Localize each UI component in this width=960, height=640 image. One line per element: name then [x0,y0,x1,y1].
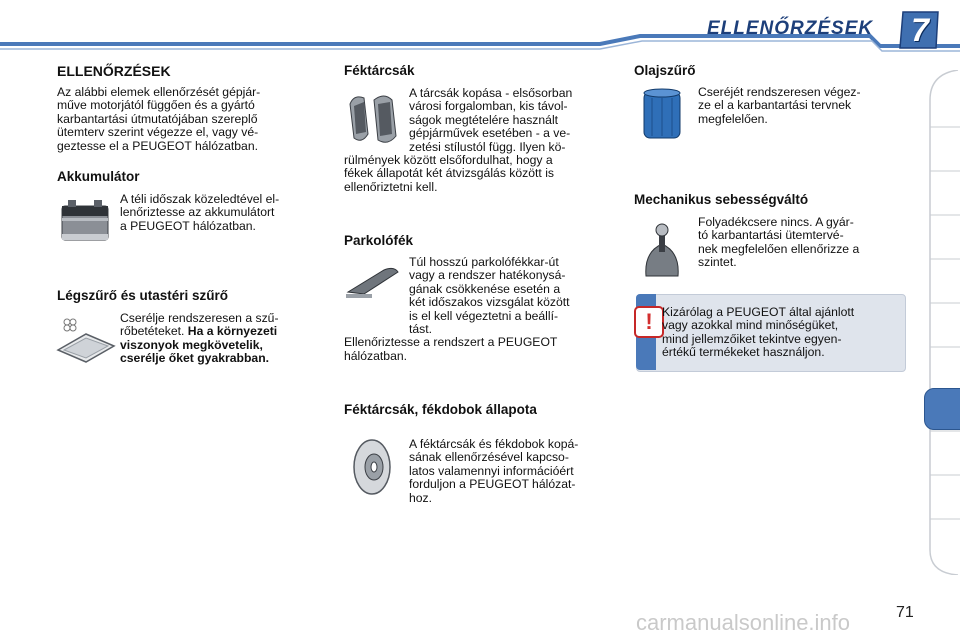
chapter-number: 7 [911,11,929,48]
note-text: Kizárólag a PEUGEOT által ajánlott vagy azokkal mind minőségüket, mind jellemzőiket tekintve egyen- értékű termékeket használjon. [662,305,855,360]
gear-lever-icon [640,222,684,280]
gearbox-text: Folyadékcsere nincs. A gyár- tó karbantartási ütemtervé- nek megfelelően ellenőrizze a szintet. [698,215,860,270]
brake-discs-text: A tárcsák kopása - elsősorban városi forgalomban, kis távol- ságok megtételére használt gépjárművek esetében - a ve- zetési stílustól függ. Ilyen kö- rülmények között elsőfordulhat, hogy a fékek állapotát két átvizsgálás között is ellenőriztetni kell. [344,86,573,194]
watermark: carmanualsonline.info [636,610,851,635]
brake-discs-heading: Féktárcsák [344,63,415,78]
chapter-title: ELLENŐRZÉSEK [707,18,874,39]
gearbox-heading: Mechanikus sebességváltó [634,192,809,207]
intro-text: Az alábbi elemek ellenőrzését gépjár- műve motorjától függően és a gyártó karbantartási útmutatójában szereplő ütemterv szerint végezze el, vagy vé- geztesse el a PEUGEOT hálózatban. [57,85,261,153]
air-filter-icon [56,314,116,364]
active-chapter-tab[interactable] [924,388,960,430]
warning-icon: ! [634,306,664,338]
oil-filter-icon [640,86,684,142]
oil-filter-heading: Olajszűrő [634,63,696,78]
battery-heading: Akkumulátor [57,169,140,184]
parking-brake-heading: Parkolófék [344,233,414,248]
battery-icon [58,196,112,246]
intro-heading: ELLENŐRZÉSEK [57,63,171,79]
battery-text: A téli időszak közeledtével el- lenőriztesse az akkumulátort a PEUGEOT hálózatban. [120,192,280,233]
chapter-tabs [928,70,960,575]
oil-filter-text: Cseréjét rendszeresen végez- ze el a karbantartási tervnek megfelelően. [698,85,861,126]
filter-heading: Légszűrő és utastéri szűrő [57,288,229,303]
page-number: 71 [896,604,914,621]
parking-brake-text: Túl hosszú parkolófékkar-út vagy a rendszer hatékonysá- gának csökkenése esetén a két időszakos vizsgálat között is el kell végeztetni a beállí- tást. Ellenőriztesse a rendszert a PEUGEOT hálózatban. [344,255,570,363]
brake-disc-icon [350,438,396,496]
drums-text: A féktárcsák és fékdobok kopá- sának ellenőrzésével kapcso- latos valamennyi információért forduljon a PEUGEOT hálózat- hoz. [409,437,579,505]
drums-heading: Féktárcsák, fékdobok állapota [344,402,537,417]
filter-text: Cserélje rendszeresen a szű- rőbetéteket. Ha a környezeti viszonyok megkövetelik, cserélje őket gyakrabban. [120,311,279,366]
